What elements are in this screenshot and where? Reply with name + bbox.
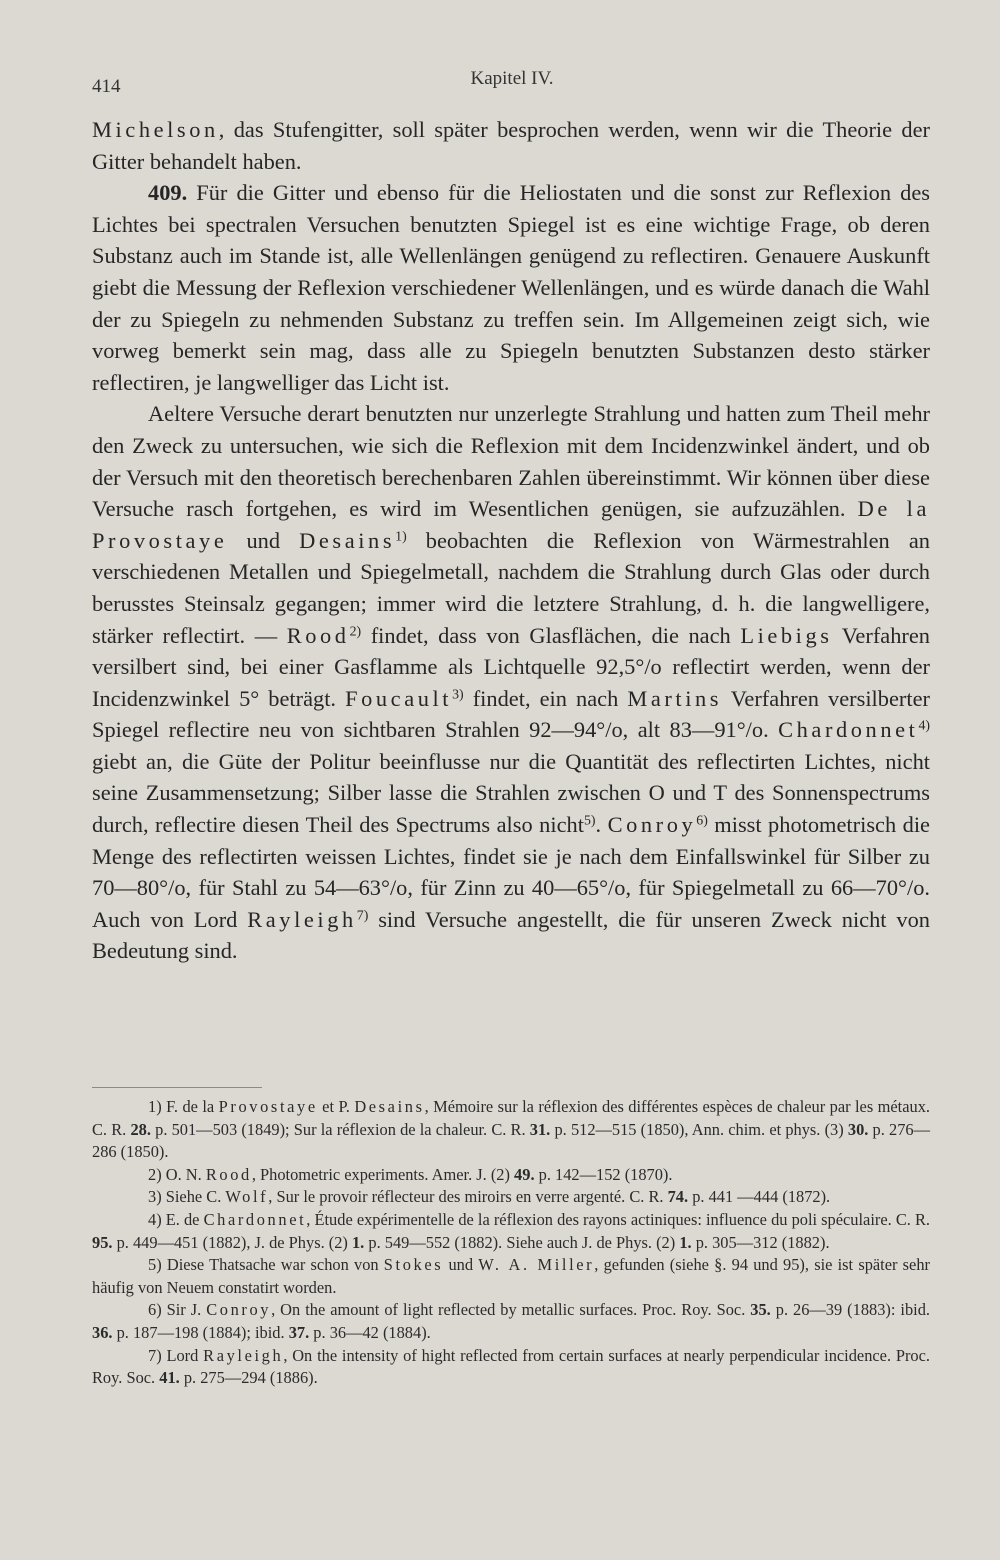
running-header	[92, 68, 932, 102]
footnote-ref: 6)	[696, 813, 708, 829]
author-name: Liebigs	[740, 622, 833, 648]
author-name: Rood	[286, 622, 350, 648]
footnote-7: 7) Lord Rayleigh, On the intensity of hight reflected from certain surfaces at nearly perpendicular incidence. Proc. Roy. Soc. 41. p. 275—294 (1886).	[92, 1345, 930, 1388]
footnote-ref: 3)	[452, 687, 464, 703]
chapter-title: Kapitel IV.	[470, 68, 554, 89]
main-text	[92, 114, 930, 967]
author-name: Michelson	[92, 117, 219, 142]
footnote-6: 6) Sir J. Conroy, On the amount of light reflected by metallic surfaces. Proc. Roy. Soc. 35. p. 26—39 (1883): ibid. 36. p. 187—198 (1884); ibid. 37. p. 36—42 (1884).	[92, 1300, 930, 1342]
author-name: Desains	[299, 527, 396, 553]
author-name: Conroy	[607, 812, 697, 838]
author-name: De la Provostaye	[92, 496, 930, 553]
footnotes	[92, 1096, 930, 1390]
footnote-ref: 1)	[395, 529, 407, 545]
author-name: Foucault	[345, 685, 453, 711]
author-name: Rayleigh	[247, 906, 357, 932]
footnote-divider	[92, 1087, 262, 1088]
footnote-ref: 4)	[918, 718, 930, 734]
page-number: 414	[92, 76, 121, 97]
footnote-4: 4) E. de Chardonnet, Étude expérimentelle de la réflexion des rayons actiniques: influence du poli spéculaire. C. R. 95. p. 449—451 (1882), J. de Phys. (2) 1. p. 549—552 (1882). Siehe auch J. de Phys. (2) 1. p. 305—312 (1882).	[92, 1209, 930, 1252]
paragraph-older-experiments: Aeltere Versuche derart benutzten nur unzerlegte Strahlung und hatten zum Theil mehr den Zweck zu untersuchen, wie sich die Reflexion mit dem Incidenzwinkel ändert, und ob der Versuch mit den theoretisch berechenbaren Zahlen übereinstimmt. Wir können über diese Versuche rasch fortgehen, es wird im Wesentlichen genügen, sie aufzuzählen. De la Provostaye und Desains$^{1)}$ beobachten die Reflexion von Wärmestrahlen an verschiedenen Metallen und Spiegelmetall, nachdem die Strahlung durch Glas oder durch berusstes Steinsalz gegangen; immer wird die letztere Strahlung, d. h. die langwelligere, stärker reflectirt. — Rood$^{2)}$ findet, dass von Glasflächen, die nach Liebigs Verfahren versilbert sind, bei einer Gasflamme als Lichtquelle 92,5°/o reflectirt werden, wenn der Incidenzwinkel 5° beträgt. Foucault$^{3)}$ findet, ein nach Martins Verfahren versilberter Spiegel reflectire neu von sichtbaren Strahlen 92—94°/o, alt 83—91°/o. Chardonnet$^{4)}$ giebt an, die Güte der Politur beeinflusse nur die Quantität des reflectirten Lichtes, nicht seine Zusammensetzung; Silber lasse die Strahlen zwischen O und T des Sonnenspectrums durch, reflectire diesen Theil des Spectrums also nicht$^{5)}$. Conroy$^{6)}$ misst photometrisch die Menge des reflectirten weissen Lichtes, findet sie je nach dem Einfallswinkel für Silber zu 70—80°/o, für Stahl zu 54—63°/o, für Zinn zu 40—65°/o, für Spiegelmetall zu 66—70°/o. Auch von Lord Rayleigh$^{7)}$ sind Versuche angestellt, die für unseren Zweck nicht von Bedeutung sind.	[92, 401, 930, 964]
footnote-5: 5) Diese Thatsache war schon von Stokes und W. A. Miller, gefunden (siehe §. 94 und 95), sie ist später sehr häufig von Neuem constatirt worden.	[92, 1255, 930, 1297]
footnote-ref: 7)	[356, 908, 369, 924]
section-number: 409.	[148, 180, 188, 206]
footnote-ref: 2)	[349, 623, 362, 639]
paragraph-continuation: Michelson, das Stufengitter, soll später besprochen werden, wenn wir die Theorie der Gitter behandelt haben.	[92, 117, 930, 174]
author-name: Chardonnet	[778, 717, 919, 743]
author-name: Martins	[627, 685, 723, 711]
footnote-3: 3) Siehe C. Wolf, Sur le provoir réflecteur des miroirs en verre argenté. C. R. 74. p. 441 —444 (1872).	[148, 1187, 831, 1207]
footnote-ref: 5)	[583, 813, 596, 829]
paragraph-409: 409. Für die Gitter und ebenso für die Heliostaten und die sonst zur Reflexion des Lichtes bei spectralen Versuchen benutzten Spiegel ist es eine wichtige Frage, ob deren Substanz auch im Stande ist, alle Wellenlängen genügend zu reflectiren. Genauere Auskunft giebt die Messung der Reflexion verschiedener Wellenlängen, und es würde danach die Wahl der zu Spiegeln zu nehmenden Substanz zu treffen sein. Im Allgemeinen zeigt sich, wie vorweg bemerkt sein mag, dass alle zu Spiegeln benutzten Substanzen desto stärker reflectiren, je langwelliger das Licht ist.	[92, 180, 930, 395]
footnote-2: 2) O. N. Rood, Photometric experiments. Amer. J. (2) 49. p. 142—152 (1870).	[148, 1164, 673, 1184]
footnote-1: 1) F. de la Provostaye et P. Desains, Mémoire sur la réflexion des différentes espèces de chaleur par les métaux. C. R. 28. p. 501—503 (1849); Sur la réflexion de la chaleur. C. R. 31. p. 512—515 (1850), Ann. chim. et phys. (3) 30. p. 276—286 (1850).	[92, 1097, 931, 1162]
